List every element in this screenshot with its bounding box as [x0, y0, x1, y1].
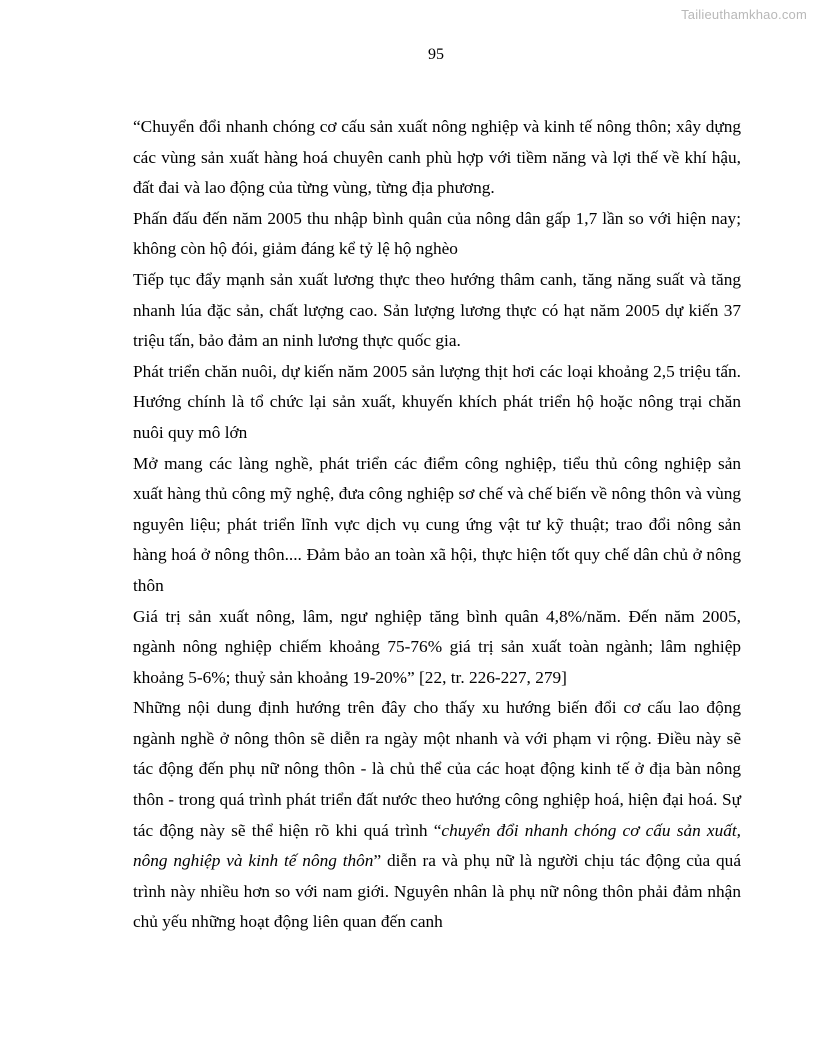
quote-paragraph-1: “Chuyển đổi nhanh chóng cơ cấu sản xuất nông nghiệp và kinh tế nông thôn; xây dựng các vùng sản xuất hàng hoá chuyên canh phù hợp với tiềm năng và lợi thế về khí hậu, đất đai và lao động của từng vùng, từng địa phương. — [133, 117, 741, 198]
quote-paragraph-3: Tiếp tục đẩy mạnh sản xuất lương thực theo hướng thâm canh, tăng năng suất và tăng nhanh lúa đặc sản, chất lượng cao. Sản lượng lương thực có hạt năm 2005 dự kiến 37 triệu tấn, bảo đảm an ninh lương thực quốc gia. — [133, 269, 741, 351]
quote-paragraph-4: Phát triển chăn nuôi, dự kiến năm 2005 sản lượng thịt hơi các loại khoảng 2,5 triệu tấn. Hướng chính là tổ chức lại sản xuất, khuyến khích phát triển hộ hoặc nông trại chăn nuôi quy mô lớn — [133, 361, 741, 442]
watermark-text: Tailieuthamkhao.com — [681, 7, 807, 22]
quote-paragraph-2: Phấn đấu đến năm 2005 thu nhập bình quân của nông dân gấp 1,7 lần so với hiện nay; không còn hộ đói, giảm đáng kể tỷ lệ hộ nghèo — [133, 208, 741, 259]
analysis-text-after: ” diễn ra và phụ nữ là người chịu tác động của quá trình này nhiều hơn so với nam giới. Nguyên nhân là phụ nữ nông thôn phải đảm nhận chủ yếu những hoạt động liên quan đến canh — [133, 851, 741, 932]
analysis-italic-quote: chuyển đổi nhanh chóng cơ cấu sản xuất, nông nghiệp và kinh tế nông thôn — [133, 820, 742, 871]
quote-paragraph-5: Mở mang các làng nghề, phát triển các điểm công nghiệp, tiểu thủ công nghiệp sản xuất hàng thủ công mỹ nghệ, đưa công nghiệp sơ chế và chế biến về nông thôn và vùng nguyên liệu; phát triển lĩnh vực dịch vụ cung ứng vật tư kỹ thuật; trao đổi nông sản hàng hoá ở nông thôn.... Đảm bảo an toàn xã hội, thực hiện tốt quy chế dân chủ ở nông thôn — [133, 453, 741, 595]
analysis-paragraph — [133, 693, 741, 938]
quote-paragraph-6: Giá trị sản xuất nông, lâm, ngư nghiệp tăng bình quân 4,8%/năm. Đến năm 2005, ngành nông nghiệp chiếm khoảng 75-76% giá trị sản xuất toàn ngành; lâm nghiệp khoảng 5-6%; thuỷ sản khoảng 19-20%” [22, tr. 226-227, 279] — [133, 606, 741, 687]
page-number: 95 — [428, 46, 444, 63]
document-body — [133, 112, 741, 938]
analysis-text-before: Những nội dung định hướng trên đây cho thấy xu hướng biến đổi cơ cấu lao động ngành nghề ở nông thôn sẽ diễn ra ngày một nhanh và với phạm vi rộng. Điều này sẽ tác động đến phụ nữ nông thôn - là chủ thể của các hoạt động kinh tế ở địa bàn nông thôn - trong quá trình phát triển đất nước theo hướng công nghiệp hoá, hiện đại hoá. Sự tác động này sẽ thể hiện rõ khi quá trình “ — [133, 698, 741, 840]
